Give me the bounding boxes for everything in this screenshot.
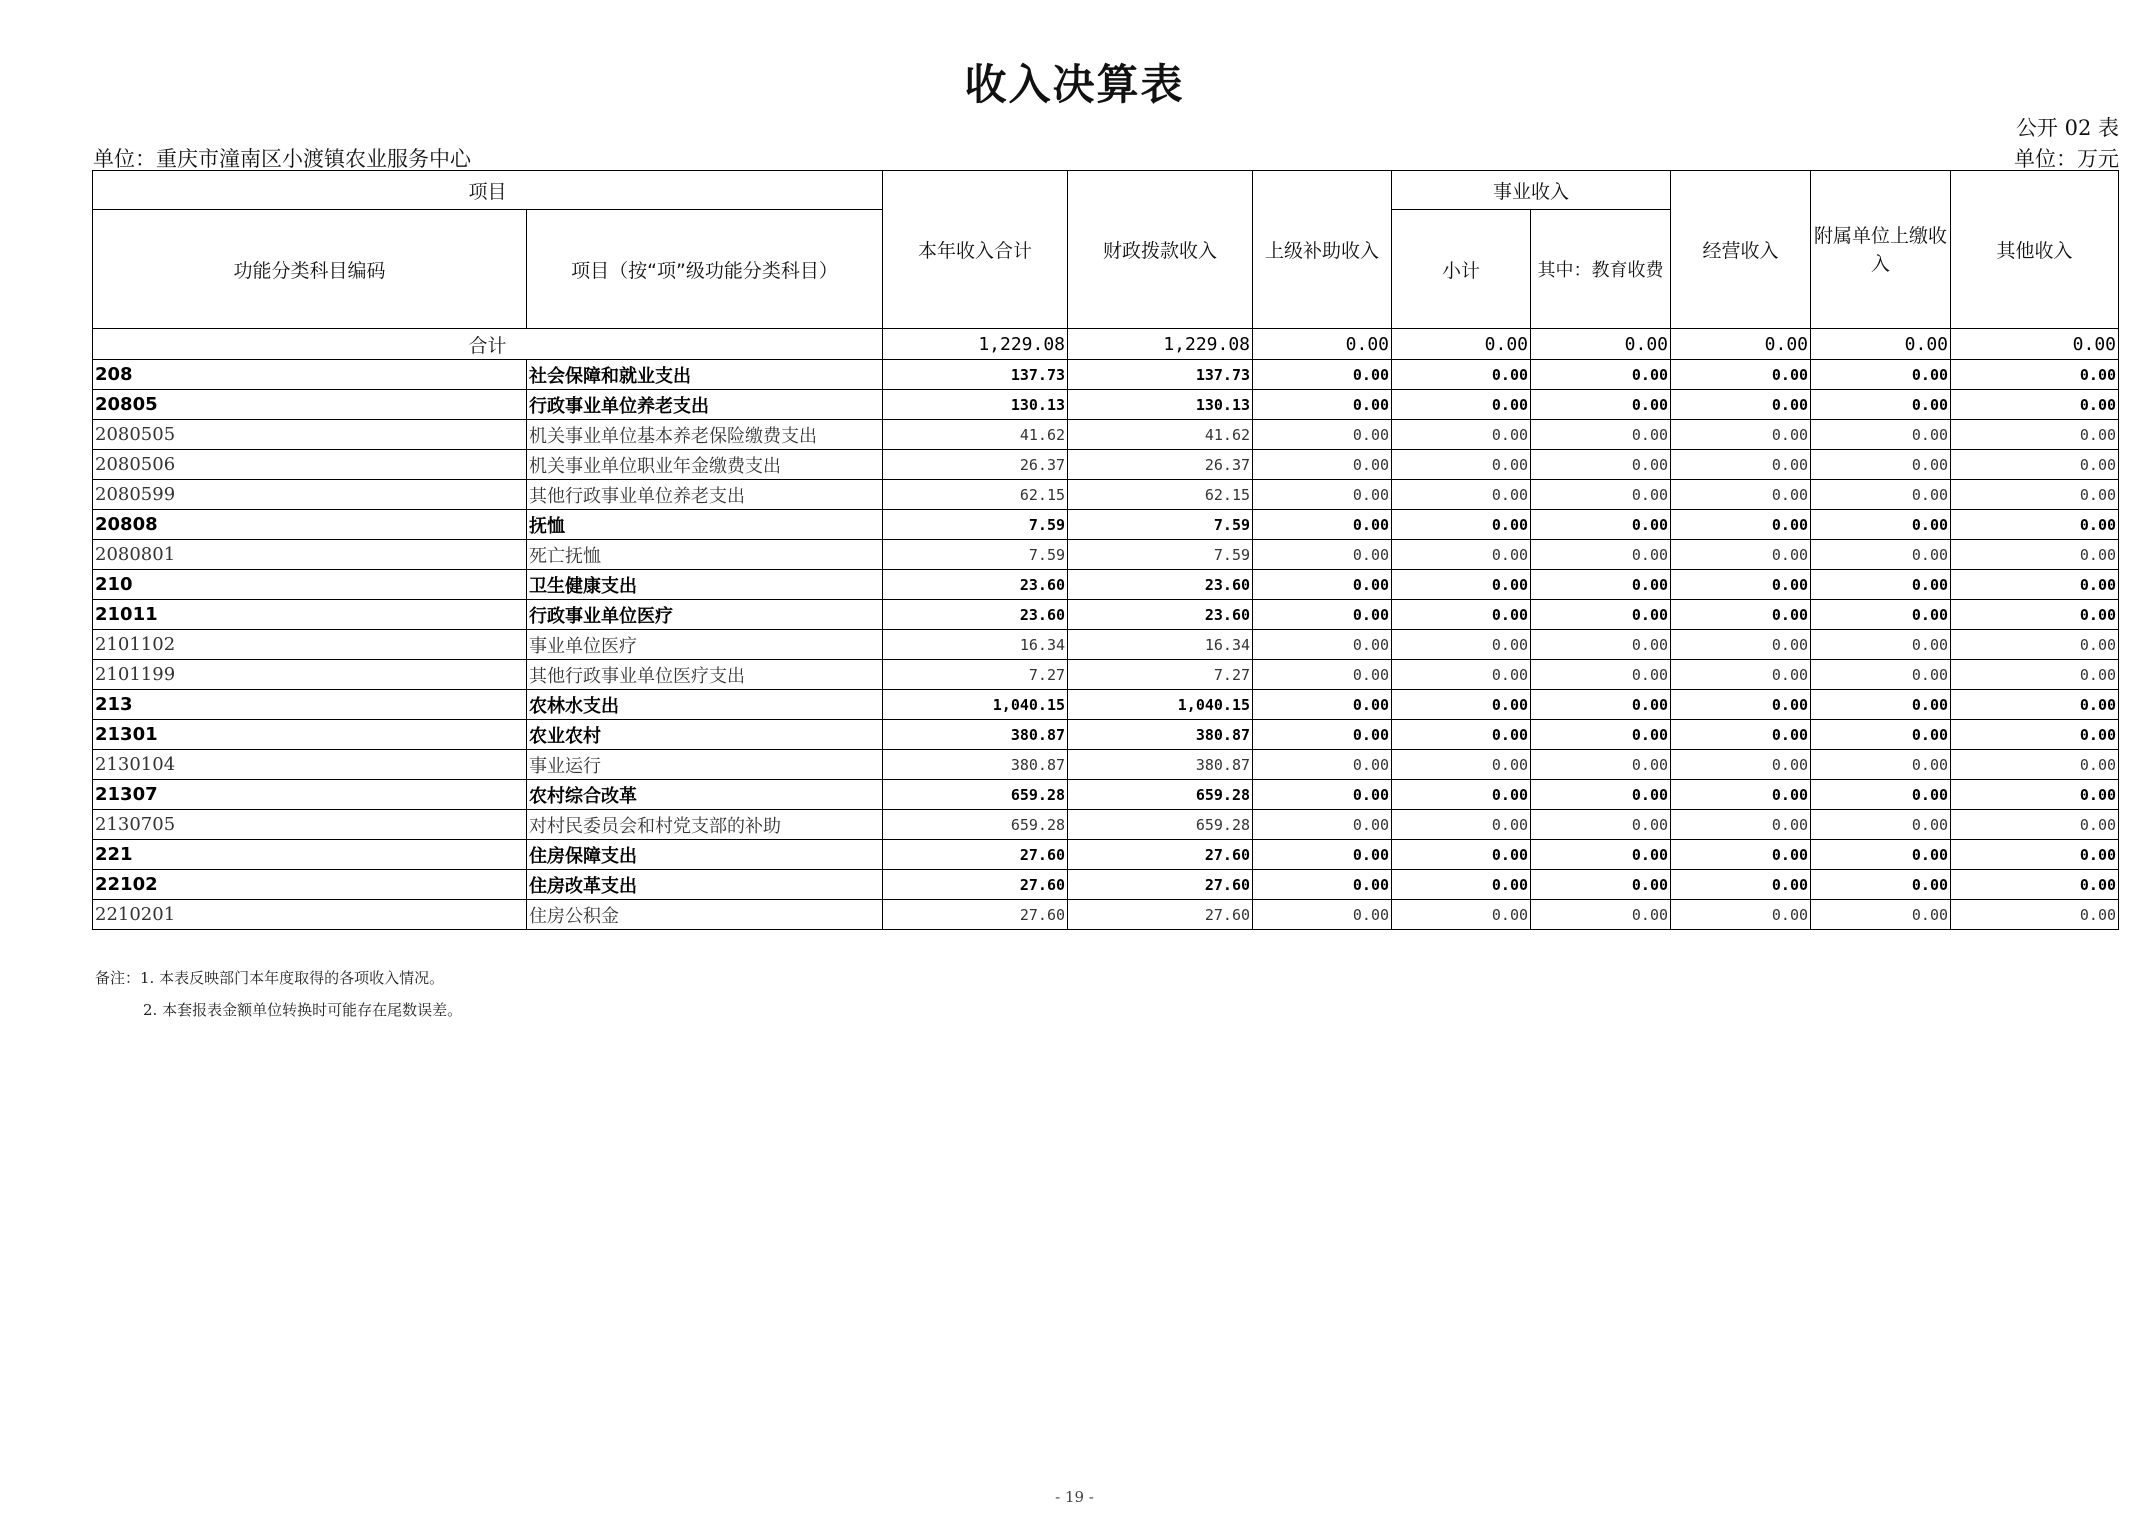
row-value: 23.60 [883,600,1068,630]
row-value: 0.00 [1253,450,1392,480]
header-subtotal: 小计 [1392,210,1531,329]
row-value: 27.60 [1068,870,1253,900]
row-name: 住房改革支出 [527,870,883,900]
table-row [93,450,2119,480]
row-value: 0.00 [1811,690,1951,720]
row-code: 21011 [93,600,527,630]
total-value: 0.00 [1392,329,1531,360]
row-value: 0.00 [1392,840,1531,870]
total-value: 0.00 [1671,329,1811,360]
row-value: 0.00 [1392,360,1531,390]
income-table [92,170,2119,930]
table-row [93,720,2119,750]
page-title: 收入决算表 [964,60,1185,109]
row-value: 380.87 [883,720,1068,750]
row-value: 26.37 [1068,450,1253,480]
row-value: 0.00 [1253,660,1392,690]
row-value: 137.73 [883,360,1068,390]
total-value: 1,229.08 [1068,329,1253,360]
row-value: 0.00 [1253,900,1392,930]
total-value: 0.00 [1531,329,1671,360]
row-name: 卫生健康支出 [527,570,883,600]
row-value: 23.60 [883,570,1068,600]
row-value: 0.00 [1811,360,1951,390]
table-row [93,510,2119,540]
row-value: 380.87 [1068,720,1253,750]
row-value: 0.00 [1531,450,1671,480]
row-value: 27.60 [1068,840,1253,870]
table-row [93,390,2119,420]
row-value: 0.00 [1671,390,1811,420]
row-value: 0.00 [1253,690,1392,720]
row-value: 0.00 [1811,540,1951,570]
row-value: 0.00 [1531,360,1671,390]
row-value: 0.00 [1951,810,2119,840]
row-code: 20805 [93,390,527,420]
row-value: 0.00 [1811,480,1951,510]
row-value: 0.00 [1392,570,1531,600]
row-value: 0.00 [1951,390,2119,420]
row-value: 0.00 [1531,570,1671,600]
row-value: 0.00 [1253,870,1392,900]
header-fiscal: 财政拨款收入 [1068,171,1253,329]
row-value: 0.00 [1811,780,1951,810]
header-total: 本年收入合计 [883,171,1068,329]
row-value: 0.00 [1951,690,2119,720]
row-value: 0.00 [1951,450,2119,480]
row-value: 0.00 [1671,660,1811,690]
row-value: 0.00 [1392,900,1531,930]
row-value: 380.87 [883,750,1068,780]
row-value: 41.62 [1068,420,1253,450]
row-value: 0.00 [1253,570,1392,600]
row-value: 0.00 [1531,750,1671,780]
row-name: 住房保障支出 [527,840,883,870]
row-code: 20808 [93,510,527,540]
row-value: 0.00 [1671,540,1811,570]
row-value: 7.59 [883,540,1068,570]
row-value: 0.00 [1671,600,1811,630]
row-value: 0.00 [1531,840,1671,870]
row-name: 农业农村 [527,720,883,750]
row-value: 0.00 [1951,540,2119,570]
form-number: 公开 02 表 [2015,116,2119,140]
row-name: 农林水支出 [527,690,883,720]
row-value: 0.00 [1253,810,1392,840]
table-row [93,900,2119,930]
total-value: 0.00 [1811,329,1951,360]
row-value: 0.00 [1392,660,1531,690]
row-value: 0.00 [1253,780,1392,810]
row-value: 0.00 [1811,750,1951,780]
row-code: 2130705 [93,810,527,840]
row-value: 0.00 [1531,600,1671,630]
row-name: 对村民委员会和村党支部的补助 [527,810,883,840]
row-value: 0.00 [1951,360,2119,390]
reporting-unit: 单位：重庆市潼南区小渡镇农业服务中心 [93,147,471,171]
row-value: 0.00 [1531,540,1671,570]
row-value: 0.00 [1811,660,1951,690]
row-value: 0.00 [1951,900,2119,930]
row-code: 21301 [93,720,527,750]
row-code: 2101199 [93,660,527,690]
notes [95,962,462,1026]
currency-unit: 单位：万元 [2014,147,2119,171]
row-value: 659.28 [1068,780,1253,810]
header-code: 功能分类科目编码 [93,210,527,329]
row-value: 0.00 [1531,900,1671,930]
row-value: 0.00 [1951,420,2119,450]
row-value: 27.60 [883,840,1068,870]
row-value: 0.00 [1253,390,1392,420]
row-value: 0.00 [1392,630,1531,660]
row-value: 0.00 [1811,510,1951,540]
row-name: 农村综合改革 [527,780,883,810]
header-education: 其中：教育收费 [1531,210,1671,329]
row-value: 0.00 [1951,480,2119,510]
row-value: 0.00 [1531,480,1671,510]
row-value: 0.00 [1811,450,1951,480]
row-name: 死亡抚恤 [527,540,883,570]
row-value: 0.00 [1531,870,1671,900]
table-row [93,360,2119,390]
total-value: 0.00 [1253,329,1392,360]
row-value: 0.00 [1392,540,1531,570]
row-value: 0.00 [1392,390,1531,420]
row-value: 0.00 [1671,630,1811,660]
header-career: 事业收入 [1392,171,1671,210]
row-value: 7.59 [883,510,1068,540]
row-value: 27.60 [883,900,1068,930]
row-name: 社会保障和就业支出 [527,360,883,390]
row-name: 机关事业单位基本养老保险缴费支出 [527,420,883,450]
row-value: 0.00 [1531,690,1671,720]
row-value: 130.13 [1068,390,1253,420]
row-value: 62.15 [1068,480,1253,510]
table-row [93,570,2119,600]
row-value: 0.00 [1392,810,1531,840]
row-value: 27.60 [1068,900,1253,930]
row-value: 7.27 [1068,660,1253,690]
table-row [93,540,2119,570]
row-value: 26.37 [883,450,1068,480]
row-value: 0.00 [1671,750,1811,780]
header-project: 项目 [93,171,883,210]
row-name: 其他行政事业单位医疗支出 [527,660,883,690]
table-row [93,660,2119,690]
row-code: 2080599 [93,480,527,510]
row-value: 0.00 [1392,780,1531,810]
row-name: 事业单位医疗 [527,630,883,660]
row-value: 0.00 [1951,570,2119,600]
table-row [93,690,2119,720]
row-code: 208 [93,360,527,390]
row-value: 0.00 [1392,750,1531,780]
row-name: 行政事业单位养老支出 [527,390,883,420]
row-value: 0.00 [1531,390,1671,420]
page-number: - 19 - [1055,1488,1094,1506]
header-name: 项目（按“项”级功能分类科目） [527,210,883,329]
row-value: 0.00 [1531,510,1671,540]
row-value: 0.00 [1671,690,1811,720]
row-value: 0.00 [1392,600,1531,630]
row-name: 其他行政事业单位养老支出 [527,480,883,510]
row-value: 0.00 [1531,810,1671,840]
row-value: 0.00 [1811,600,1951,630]
row-value: 0.00 [1531,660,1671,690]
row-value: 0.00 [1671,450,1811,480]
row-value: 0.00 [1951,780,2119,810]
row-value: 1,040.15 [1068,690,1253,720]
row-value: 0.00 [1671,870,1811,900]
row-value: 0.00 [1253,480,1392,510]
row-value: 0.00 [1671,570,1811,600]
row-value: 0.00 [1671,360,1811,390]
row-value: 0.00 [1811,390,1951,420]
row-code: 2080506 [93,450,527,480]
row-value: 0.00 [1531,720,1671,750]
table-row [93,630,2119,660]
row-value: 0.00 [1392,870,1531,900]
row-value: 0.00 [1392,510,1531,540]
row-value: 0.00 [1253,540,1392,570]
row-name: 机关事业单位职业年金缴费支出 [527,450,883,480]
total-label: 合计 [93,329,883,360]
row-value: 0.00 [1531,420,1671,450]
row-value: 1,040.15 [883,690,1068,720]
row-value: 0.00 [1811,570,1951,600]
header-affiliated: 附属单位上缴收入 [1811,171,1951,329]
row-value: 0.00 [1671,720,1811,750]
row-value: 0.00 [1811,630,1951,660]
row-name: 事业运行 [527,750,883,780]
row-value: 0.00 [1951,660,2119,690]
row-value: 0.00 [1671,420,1811,450]
row-code: 210 [93,570,527,600]
total-value: 0.00 [1951,329,2119,360]
row-code: 2080801 [93,540,527,570]
row-value: 0.00 [1392,720,1531,750]
header-operating: 经营收入 [1671,171,1811,329]
row-value: 659.28 [1068,810,1253,840]
row-value: 0.00 [1671,480,1811,510]
row-value: 0.00 [1392,480,1531,510]
row-value: 0.00 [1253,600,1392,630]
table-row [93,750,2119,780]
row-name: 行政事业单位医疗 [527,600,883,630]
row-value: 41.62 [883,420,1068,450]
row-value: 0.00 [1392,690,1531,720]
row-name: 抚恤 [527,510,883,540]
row-value: 7.59 [1068,510,1253,540]
row-value: 16.34 [1068,630,1253,660]
row-value: 0.00 [1253,360,1392,390]
row-value: 0.00 [1951,720,2119,750]
row-value: 0.00 [1671,510,1811,540]
row-value: 0.00 [1671,900,1811,930]
row-value: 62.15 [883,480,1068,510]
row-value: 0.00 [1811,870,1951,900]
row-value: 0.00 [1253,510,1392,540]
row-value: 0.00 [1951,510,2119,540]
row-value: 0.00 [1253,840,1392,870]
table-row [93,870,2119,900]
row-value: 0.00 [1671,810,1811,840]
row-value: 0.00 [1951,630,2119,660]
row-value: 23.60 [1068,570,1253,600]
row-value: 0.00 [1253,720,1392,750]
row-code: 213 [93,690,527,720]
row-value: 0.00 [1951,600,2119,630]
row-value: 0.00 [1951,840,2119,870]
row-value: 7.59 [1068,540,1253,570]
table-row [93,420,2119,450]
row-value: 130.13 [883,390,1068,420]
row-code: 221 [93,840,527,870]
row-value: 0.00 [1811,810,1951,840]
row-value: 0.00 [1671,780,1811,810]
row-value: 0.00 [1253,630,1392,660]
row-code: 2210201 [93,900,527,930]
total-row [93,329,2119,360]
row-value: 23.60 [1068,600,1253,630]
note-2: 2. 本套报表金额单位转换时可能存在尾数误差。 [143,1001,463,1019]
row-value: 0.00 [1811,420,1951,450]
table-row [93,840,2119,870]
total-value: 1,229.08 [883,329,1068,360]
row-value: 0.00 [1811,900,1951,930]
table-row [93,780,2119,810]
row-value: 0.00 [1671,840,1811,870]
row-code: 2080505 [93,420,527,450]
table-row [93,600,2119,630]
row-value: 659.28 [883,810,1068,840]
row-code: 22102 [93,870,527,900]
row-name: 住房公积金 [527,900,883,930]
row-value: 0.00 [1531,780,1671,810]
row-value: 16.34 [883,630,1068,660]
row-value: 380.87 [1068,750,1253,780]
row-value: 0.00 [1951,870,2119,900]
header-superior: 上级补助收入 [1253,171,1392,329]
row-value: 7.27 [883,660,1068,690]
row-value: 0.00 [1811,720,1951,750]
row-value: 659.28 [883,780,1068,810]
table-row [93,810,2119,840]
row-value: 0.00 [1392,420,1531,450]
row-value: 0.00 [1253,750,1392,780]
row-code: 21307 [93,780,527,810]
row-value: 0.00 [1531,630,1671,660]
row-value: 0.00 [1392,450,1531,480]
note-1: 备注：1. 本表反映部门本年度取得的各项收入情况。 [95,969,445,987]
row-value: 137.73 [1068,360,1253,390]
row-code: 2130104 [93,750,527,780]
row-value: 0.00 [1253,420,1392,450]
header-other: 其他收入 [1951,171,2119,329]
row-code: 2101102 [93,630,527,660]
table-row [93,480,2119,510]
row-value: 27.60 [883,870,1068,900]
row-value: 0.00 [1951,750,2119,780]
row-value: 0.00 [1811,840,1951,870]
